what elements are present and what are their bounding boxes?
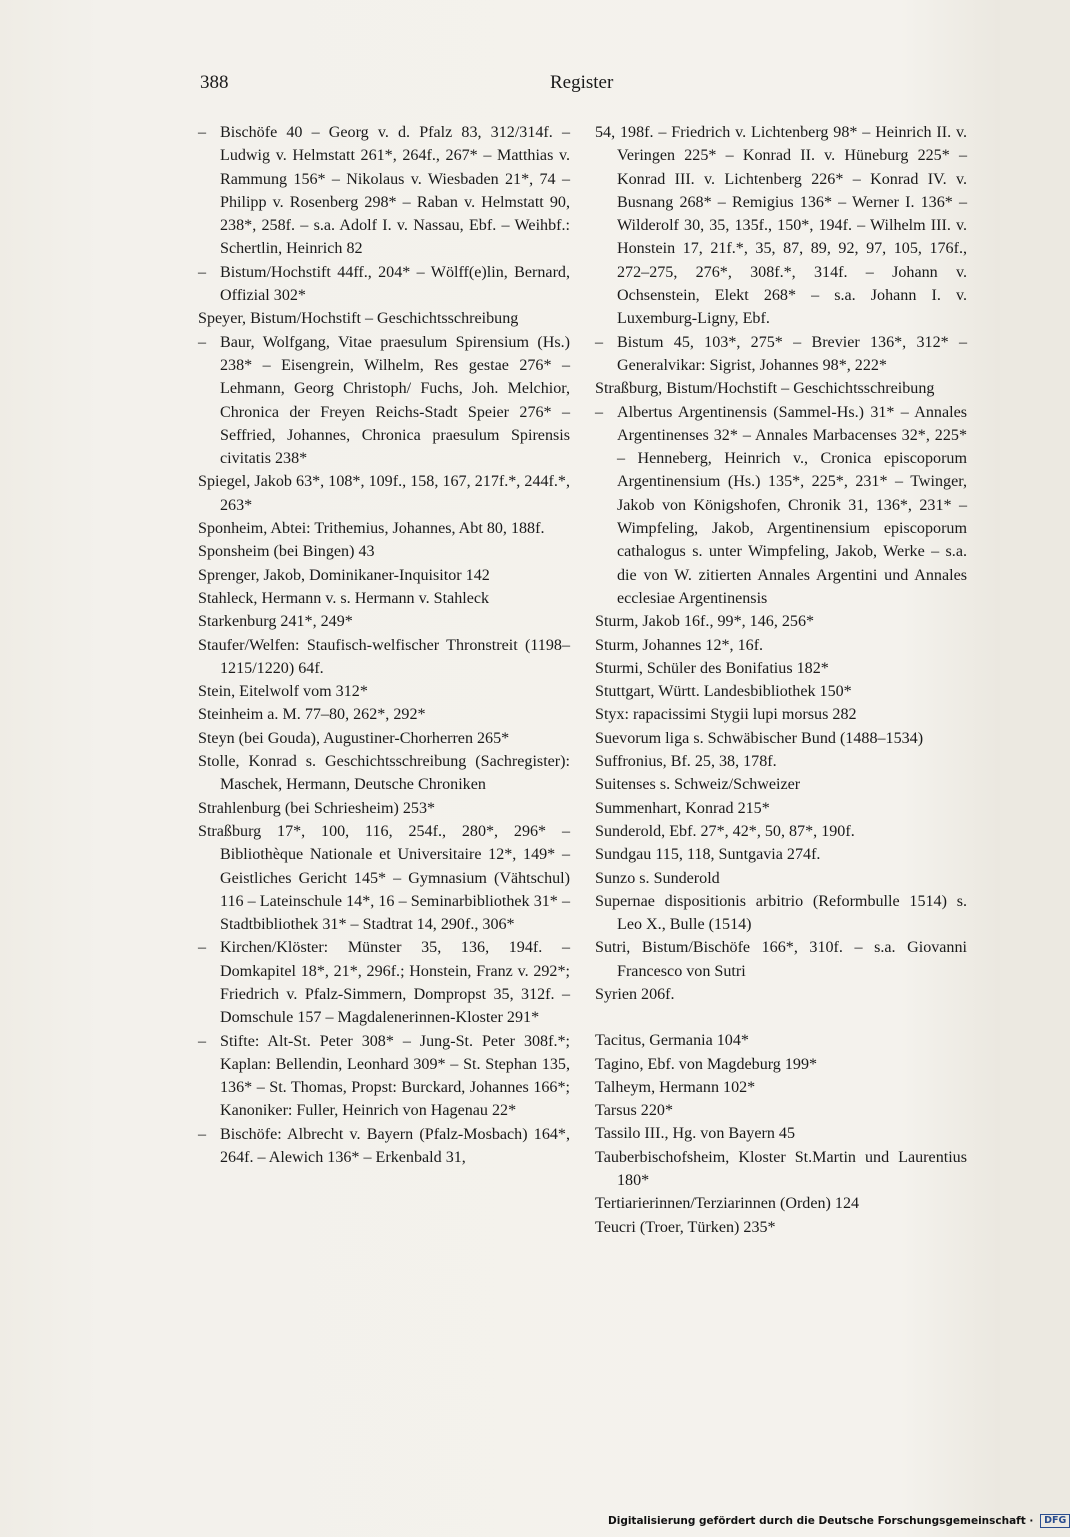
entry-text: Stuttgart, Württ. Landesbibliothek 150* xyxy=(595,683,852,701)
entry-text: Steinheim a. M. 77–80, 262*, 292* xyxy=(198,706,426,724)
entry-text: Suitenses s. Schweiz/Schweizer xyxy=(595,776,801,794)
entry-text: Sturm, Johannes 12*, 16f. xyxy=(595,636,764,654)
index-subentry xyxy=(198,1030,570,1123)
index-entry xyxy=(595,867,967,890)
index-entry xyxy=(595,1029,967,1052)
entry-text: Spiegel, Jakob 63*, 108*, 109f., 158, 167, 217f.*, 244f.*, 263* xyxy=(198,473,570,514)
entry-text: Stifte: Alt-St. Peter 308* – Jung-St. Peter 308f.*; Kaplan: Bellendin, Leonhard 309* – St. Stephan 135, 136* – St. Thomas, Propst: Burckard, Johannes 166*; Kanoniker: Fuller, Heinrich von Hagenau 22* xyxy=(220,1032,570,1120)
index-entry xyxy=(595,983,967,1006)
index-entry xyxy=(595,1099,967,1122)
index-entry xyxy=(595,1122,967,1145)
entry-text: Styx: rapacissimi Stygii lupi morsus 282 xyxy=(595,706,857,724)
entry-text: Bischöfe 40 – Georg v. d. Pfalz 83, 312/314f. – Ludwig v. Helmstatt 261*, 264f., 267* – Matthias v. Rammung 156* – Nikolaus v. Wiesbaden 21*, 74 – Philipp v. Rosenberg 298* – Raban v. Helmstatt 90, 238*, 258f. – s.a. Adolf I. v. Nassau, Ebf. – Weihbf.: Schertlin, Heinrich 82 xyxy=(220,124,570,258)
entry-text: Strahlenburg (bei Schriesheim) 253* xyxy=(198,799,436,817)
subentry-dash: – xyxy=(198,939,207,957)
page-number: 388 xyxy=(200,72,229,93)
entry-text: Talheym, Hermann 102* xyxy=(595,1078,756,1096)
subentry-dash: – xyxy=(595,403,604,421)
entry-text: Steyn (bei Gouda), Augustiner-Chorherren 265* xyxy=(198,729,510,747)
index-entry xyxy=(198,703,570,726)
index-subentry xyxy=(198,936,570,1029)
entry-text: Straßburg, Bistum/Hochstift – Geschichtsschreibung xyxy=(595,380,935,398)
index-entry xyxy=(198,610,570,633)
entry-text: Supernae dispositionis arbitrio (Reformbulle 1514) s. Leo X., Bulle (1514) xyxy=(595,892,967,934)
entry-text: Bistum/Hochstift 44ff., 204* – Wölff(e)lin, Bernard, Offizial 302* xyxy=(220,263,570,305)
index-entry xyxy=(595,703,967,726)
index-entry xyxy=(595,1216,967,1239)
entry-text: Kirchen/Klöster: Münster 35, 136, 194f. – Domkapitel 18*, 21*, 296f.; Honstein, Franz v. 292*; Friedrich v. Pfalz-Simmern, Dompropst 35, 312f. – Domschule 157 – Magdalenerinnen-Kloster 291* xyxy=(220,939,570,1027)
subentry-dash: – xyxy=(198,333,207,351)
entry-text: Sutri, Bistum/Bischöfe 166*, 310f. – s.a. Giovanni Francesco von Sutri xyxy=(595,939,967,980)
index-entry xyxy=(595,1053,967,1076)
index-entry xyxy=(198,820,570,936)
index-entry xyxy=(595,727,967,750)
entry-text: Sundgau 115, 118, Suntgavia 274f. xyxy=(595,846,821,864)
footer-text: Digitalisierung gefördert durch die Deutsche Forschungsgemeinschaft · xyxy=(608,1515,1034,1527)
running-head: Register xyxy=(550,72,614,93)
index-entry xyxy=(198,727,570,750)
entry-text: Stein, Eitelwolf vom 312* xyxy=(198,683,368,701)
entry-text: Staufer/Welfen: Staufisch-welfischer Thronstreit (1198–1215/1220) 64f. xyxy=(198,636,570,677)
entry-text: Sponheim, Abtei: Trithemius, Johannes, Abt 80, 188f. xyxy=(198,520,545,538)
entry-text: Stahleck, Hermann v. s. Hermann v. Stahleck xyxy=(198,589,490,607)
index-entry xyxy=(595,890,967,937)
section-gap xyxy=(595,1006,967,1029)
entry-text: Tauberbischofsheim, Kloster St.Martin und Laurentius 180* xyxy=(595,1148,967,1190)
index-entry xyxy=(198,634,570,681)
index-entry xyxy=(198,750,570,797)
entry-text: Suevorum liga s. Schwäbischer Bund (1488–1534) xyxy=(595,729,924,747)
index-entry xyxy=(198,587,570,610)
index-entry xyxy=(595,1192,967,1215)
entry-text: Sturmi, Schüler des Bonifatius 182* xyxy=(595,659,829,677)
entry-text: Baur, Wolfgang, Vitae praesulum Spirensium (Hs.) 238* – Eisengrein, Wilhelm, Res gestae 276* – Lehmann, Georg Christoph/ Fuchs, Joh. Melchior, Chronica der Freyen Reichs-Stadt Speier 276* – Seffried, Johannes, Chronica praesulum Spirensis civitatis 238* xyxy=(220,333,570,468)
entry-text: Teucri (Troer, Türken) 235* xyxy=(595,1218,776,1236)
entry-text: Sunzo s. Sunderold xyxy=(595,869,720,887)
entry-text: Suffronius, Bf. 25, 38, 178f. xyxy=(595,753,777,771)
dfg-logo-icon: DFG xyxy=(1040,1514,1070,1528)
index-entry xyxy=(198,797,570,820)
entry-text: Sponsheim (bei Bingen) 43 xyxy=(198,543,375,561)
funding-footer xyxy=(608,1514,1067,1534)
subentry-dash: – xyxy=(198,124,207,141)
index-entry xyxy=(595,121,967,331)
index-entry xyxy=(595,657,967,680)
index-subentry xyxy=(198,331,570,471)
index-entry xyxy=(198,470,570,517)
index-entry xyxy=(198,307,570,330)
entry-text: Tassilo III., Hg. von Bayern 45 xyxy=(595,1125,796,1143)
index-entry xyxy=(595,610,967,633)
index-column-right xyxy=(595,121,967,1239)
entry-text: Tertiarierinnen/Terziarinnen (Orden) 124 xyxy=(595,1195,860,1213)
entry-text: Starkenburg 241*, 249* xyxy=(198,613,353,631)
index-entry xyxy=(198,680,570,703)
entry-text: Sturm, Jakob 16f., 99*, 146, 256* xyxy=(595,613,815,631)
index-entry xyxy=(595,820,967,843)
entry-text: Sprenger, Jakob, Dominikaner-Inquisitor 142 xyxy=(198,566,490,584)
entry-text: Tacitus, Germania 104* xyxy=(595,1032,749,1050)
entry-text: Straßburg 17*, 100, 116, 254f., 280*, 296* – Bibliothèque Nationale et Universitaire 12*, 149* – Geistliches Gericht 145* – Gymnasium (Vähtschul) 116 – Lateinschule 14*, 16 – Seminarbibliothek 31* – Stadtbibliothek 31* – Stadtrat 14, 290f., 306* xyxy=(198,822,570,934)
entry-text: Albertus Argentinensis (Sammel-Hs.) 31* – Annales Argentinenses 32* – Annales Marbacenses 32*, 225* – Henneberg, Heinrich v., Cronica episcoporum Argentinensium (Hs.) 135*, 225*, 231* – Twinger, Jakob von Königshofen, Chronik 31, 136*, 231* – Wimpfeling, Jakob, Argentinensium episcoporum cathalogus s. unter Wimpfeling, Jakob, Werke – s.a. die von W. zitierten Annales Argentini und Annales ecclesiae Argentinensis xyxy=(617,403,967,607)
index-entry xyxy=(595,634,967,657)
index-entry xyxy=(198,564,570,587)
index-entry xyxy=(595,843,967,866)
index-subentry xyxy=(198,1123,570,1170)
index-entry xyxy=(198,540,570,563)
page-header xyxy=(198,70,928,100)
index-subentry xyxy=(595,331,967,378)
index-entry xyxy=(595,680,967,703)
entry-text: Bistum 45, 103*, 275* – Brevier 136*, 312* – Generalvikar: Sigrist, Johannes 98*, 222* xyxy=(617,333,967,374)
index-subentry xyxy=(198,121,570,261)
subentry-dash: – xyxy=(198,263,207,281)
entry-text: 54, 198f. – Friedrich v. Lichtenberg 98* – Heinrich II. v. Veringen 225* – Konrad II. v. Hüneburg 225* – Konrad III. v. Lichtenberg 226* – Konrad IV. v. Busnang 268* – Remigius 136* – Werner I. 136* – Wilderolf 30, 35, 135f., 150*, 194f. – Wilhelm III. v. Honstein 17, 21f.*, 35, 87, 89, 92, 97, 105, 176f., 272–275, 276*, 308f.*, 314f. – Johann v. Ochsenstein, Elekt 268* – s.a. Johann I. v. Luxemburg-Ligny, Ebf. xyxy=(595,124,967,328)
subentry-dash: – xyxy=(595,333,604,351)
entry-text: Tarsus 220* xyxy=(595,1102,673,1120)
index-entry xyxy=(595,773,967,796)
index-entry xyxy=(198,517,570,540)
entry-text: Speyer, Bistum/Hochstift – Geschichtsschreibung xyxy=(198,310,519,328)
entry-text: Summenhart, Konrad 215* xyxy=(595,799,770,817)
entry-text: Tagino, Ebf. von Magdeburg 199* xyxy=(595,1055,818,1073)
entry-text: Bischöfe: Albrecht v. Bayern (Pfalz-Mosbach) 164*, 264f. – Alewich 136* – Erkenbald 31, xyxy=(220,1125,570,1167)
index-subentry xyxy=(595,401,967,611)
index-entry xyxy=(595,797,967,820)
entry-text: Sunderold, Ebf. 27*, 42*, 50, 87*, 190f. xyxy=(595,822,855,840)
index-column-left xyxy=(198,121,570,1169)
entry-text: Stolle, Konrad s. Geschichtsschreibung (Sachregister): Maschek, Hermann, Deutsche Chroniken xyxy=(198,753,570,794)
index-entry xyxy=(595,936,967,983)
subentry-dash: – xyxy=(198,1032,207,1050)
subentry-dash: – xyxy=(198,1125,207,1143)
index-subentry xyxy=(198,261,570,308)
index-entry xyxy=(595,1076,967,1099)
entry-text: Syrien 206f. xyxy=(595,985,675,1003)
index-entry xyxy=(595,377,967,400)
index-entry xyxy=(595,750,967,773)
index-entry xyxy=(595,1146,967,1193)
